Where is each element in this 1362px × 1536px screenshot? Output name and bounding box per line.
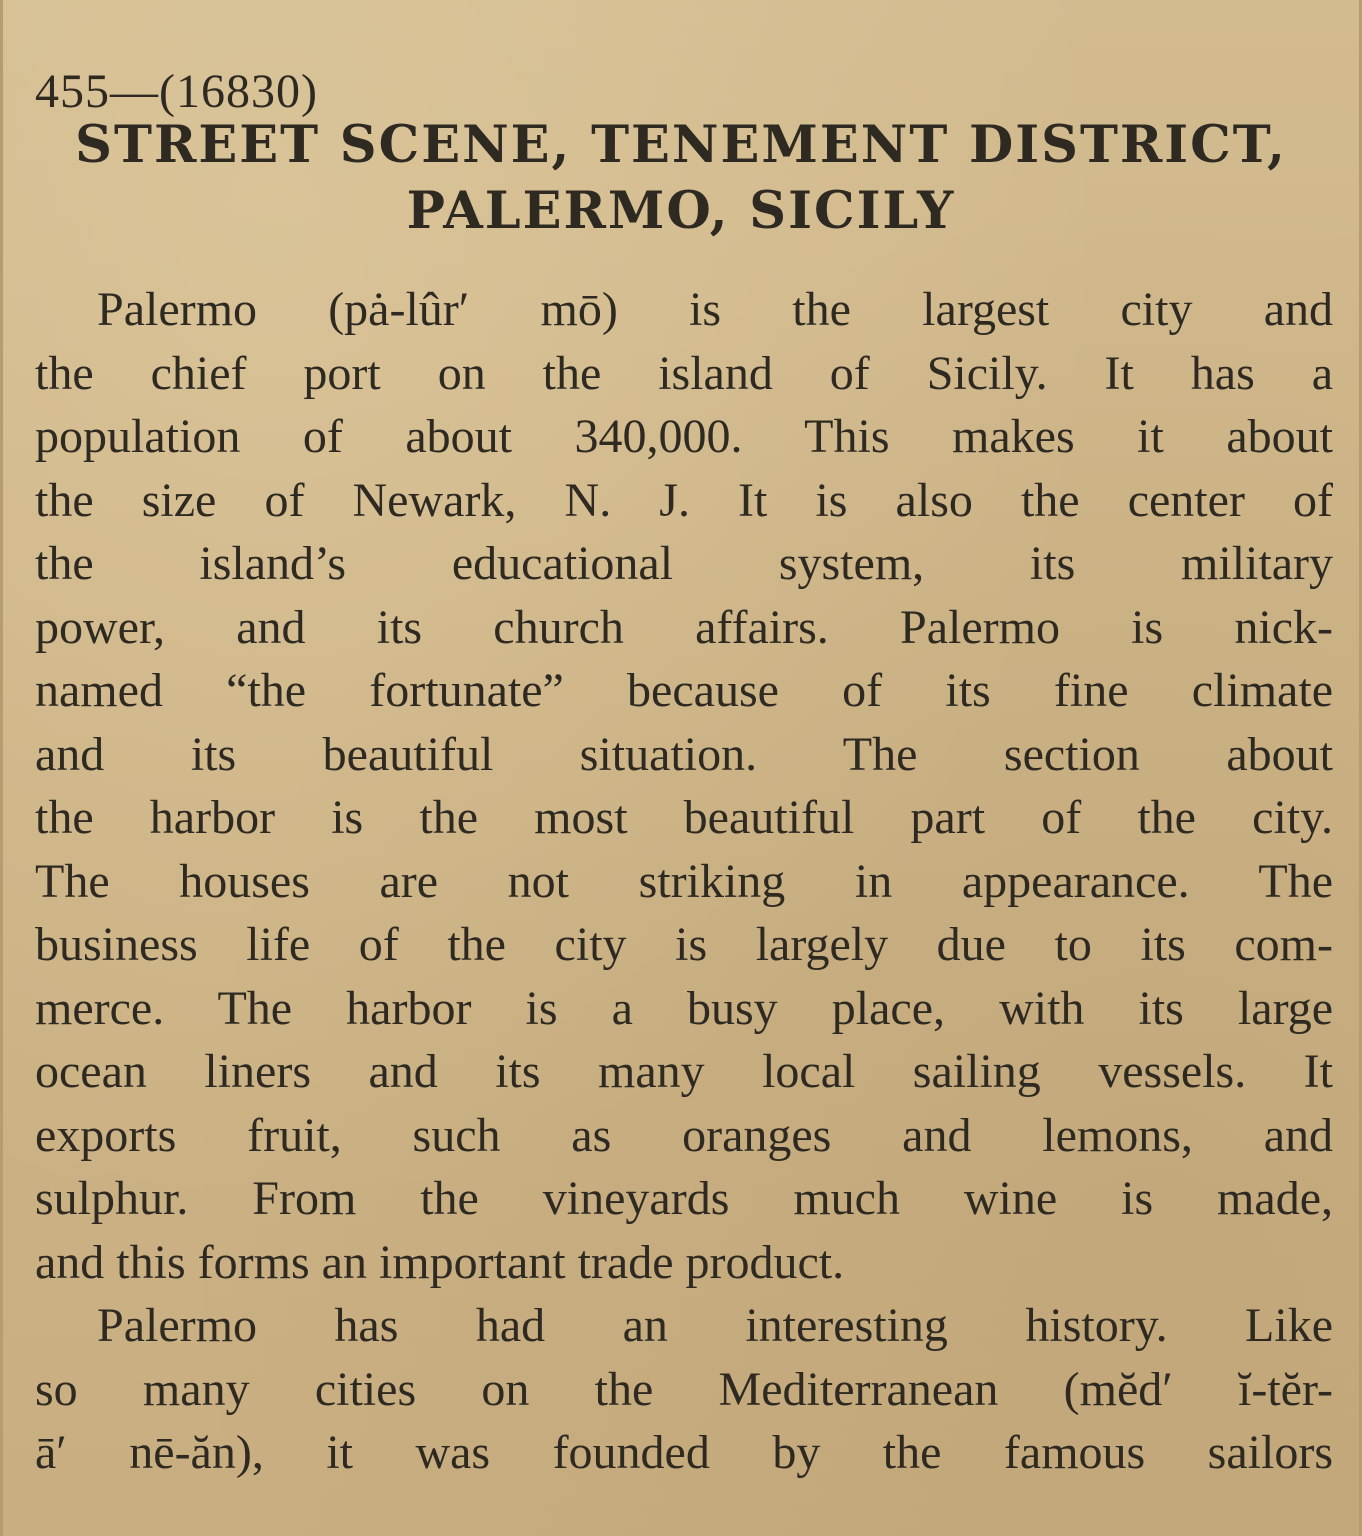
text-line: merce. The harbor is a busy place, with its large bbox=[35, 981, 1333, 1035]
title-line: STREET SCENE, TENEMENT DISTRICT, bbox=[75, 115, 1287, 175]
text-line: business life of the city is largely due to its com- bbox=[35, 918, 1333, 971]
text-line: population of about 340,000. This makes it about bbox=[35, 410, 1333, 463]
description-text bbox=[35, 278, 1333, 1485]
text-line: The houses are not striking in appearance. The bbox=[35, 854, 1333, 908]
title-line: PALERMO, SICILY bbox=[406, 181, 956, 241]
card-title bbox=[23, 112, 1339, 244]
text-line: and this forms an important trade product. bbox=[35, 1235, 845, 1289]
text-line: so many cities on the Mediterranean (mĕd′ ĭ-tĕr- bbox=[35, 1362, 1333, 1416]
text-line: and its beautiful situation. The section about bbox=[35, 727, 1333, 781]
text-line: the island’s educational system, its military bbox=[35, 537, 1333, 590]
text-line: power, and its church affairs. Palermo is nick- bbox=[35, 600, 1333, 654]
text-line: Palermo (pȧ-lûr′ mō) is the largest city and bbox=[97, 283, 1333, 336]
text-line: the size of Newark, N. J. It is also the center of bbox=[35, 473, 1333, 527]
text-line: ā′ nē-ăn), it was founded by the famous sailors bbox=[35, 1426, 1333, 1479]
catalog-number: 455—(16830) bbox=[35, 65, 318, 118]
text-line: sulphur. From the vineyards much wine is made, bbox=[35, 1172, 1333, 1225]
text-line: the chief port on the island of Sicily. It has a bbox=[35, 346, 1333, 400]
paragraph-2 bbox=[35, 1294, 1333, 1485]
text-line: exports fruit, such as oranges and lemons, and bbox=[35, 1108, 1333, 1162]
text-line: the harbor is the most beautiful part of the city. bbox=[35, 791, 1333, 844]
text-line: ocean liners and its many local sailing vessels. It bbox=[35, 1045, 1333, 1098]
text-line: named “the fortunate” because of its fine climate bbox=[35, 664, 1333, 717]
text-line: Palermo has had an interesting history. Like bbox=[97, 1299, 1333, 1352]
paragraph-1 bbox=[35, 278, 1333, 1294]
